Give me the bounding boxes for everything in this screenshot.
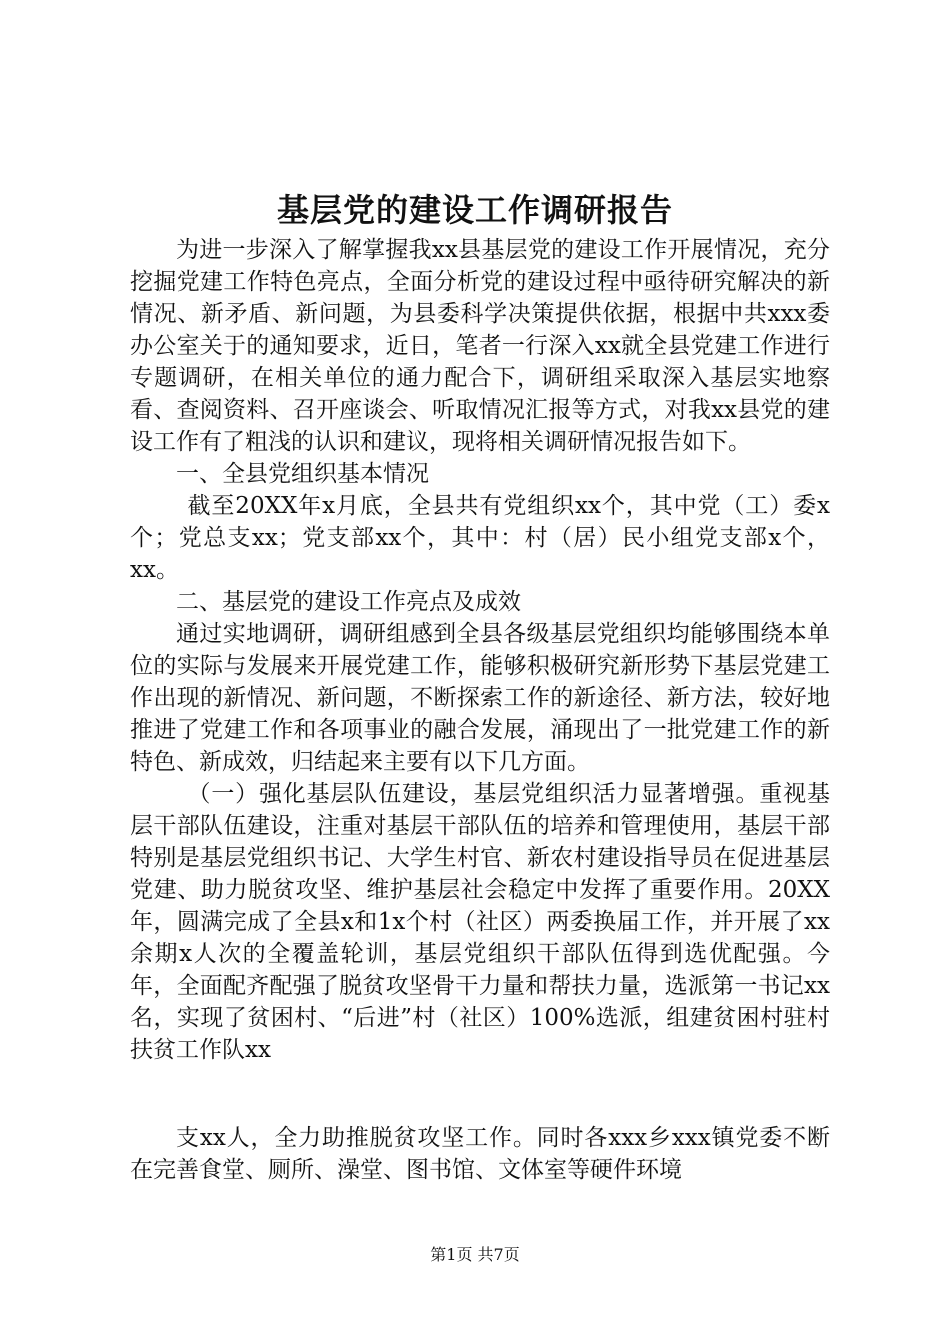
- continued-text: [130, 1122, 830, 1186]
- document-body: [130, 234, 830, 1066]
- section-heading-2: 二、基层党的建设工作亮点及成效: [176, 589, 521, 615]
- intro-paragraph: 为进一步深入了解掌握我xx县基层党的建设工作开展情况，充分挖掘党建工作特色亮点，全面分析党的建设过程中亟待研究解决的新情况、新矛盾、新问题，为县委科学决策提供依据，根据中共xxx委办公室关于的通知要求，近日，笔者一行深入xx就全县党建工作进行专题调研，在相关单位的通力配合下，调研组采取深入基层实地察看、查阅资料、召开座谈会、听取情况汇报等方式，对我xx县党的建设工作有了粗浅的认识和建议，现将相关调研情况报告如下。: [130, 237, 830, 455]
- section-1-paragraph: 截至20XX年x月底，全县共有党组织xx个，其中党（工）委x个；党总支xx；党支部xx个，其中：村（居）民小组党支部x个，xx。: [130, 493, 830, 583]
- section-2-paragraph: 通过实地调研，调研组感到全县各级基层党组织均能够围绕本单位的实际与发展来开展党建工作，能够积极研究新形势下基层党建工作出现的新情况、新问题，不断探索工作的新途径、新方法，较好地推进了党建工作和各项事业的融合发展，涌现出了一批党建工作的新特色、新成效，归结起来主要有以下几方面。: [130, 621, 830, 775]
- page-footer: 第1页 共7页: [430, 1245, 520, 1264]
- document-title: 基层党的建设工作调研报告: [276, 191, 673, 229]
- section-heading-1: 一、全县党组织基本情况: [176, 461, 429, 487]
- subsection-1-paragraph: （一）强化基层队伍建设，基层党组织活力显著增强。重视基层干部队伍建设，注重对基层干部队伍的培养和管理使用，基层干部特别是基层党组织书记、大学生村官、新农村建设指导员在促进基层党建、助力脱贫攻坚、维护基层社会稳定中发挥了重要作用。20XX年，圆满完成了全县x和1x个村（社区）两委换届工作，并开展了xx余期x人次的全覆盖轮训，基层党组织干部队伍得到选优配强。今年，全面配齐配强了脱贫攻坚骨干力量和帮扶力量，选派第一书记xx名，实现了贫困村、“后进”村（社区）100%选派，组建贫困村驻村扶贫工作队xx: [130, 781, 830, 1063]
- continued-paragraph: 支xx人，全力助推脱贫攻坚工作。同时各xxx乡xxx镇党委不断在完善食堂、厕所、澡堂、图书馆、文体室等硬件环境: [130, 1125, 830, 1183]
